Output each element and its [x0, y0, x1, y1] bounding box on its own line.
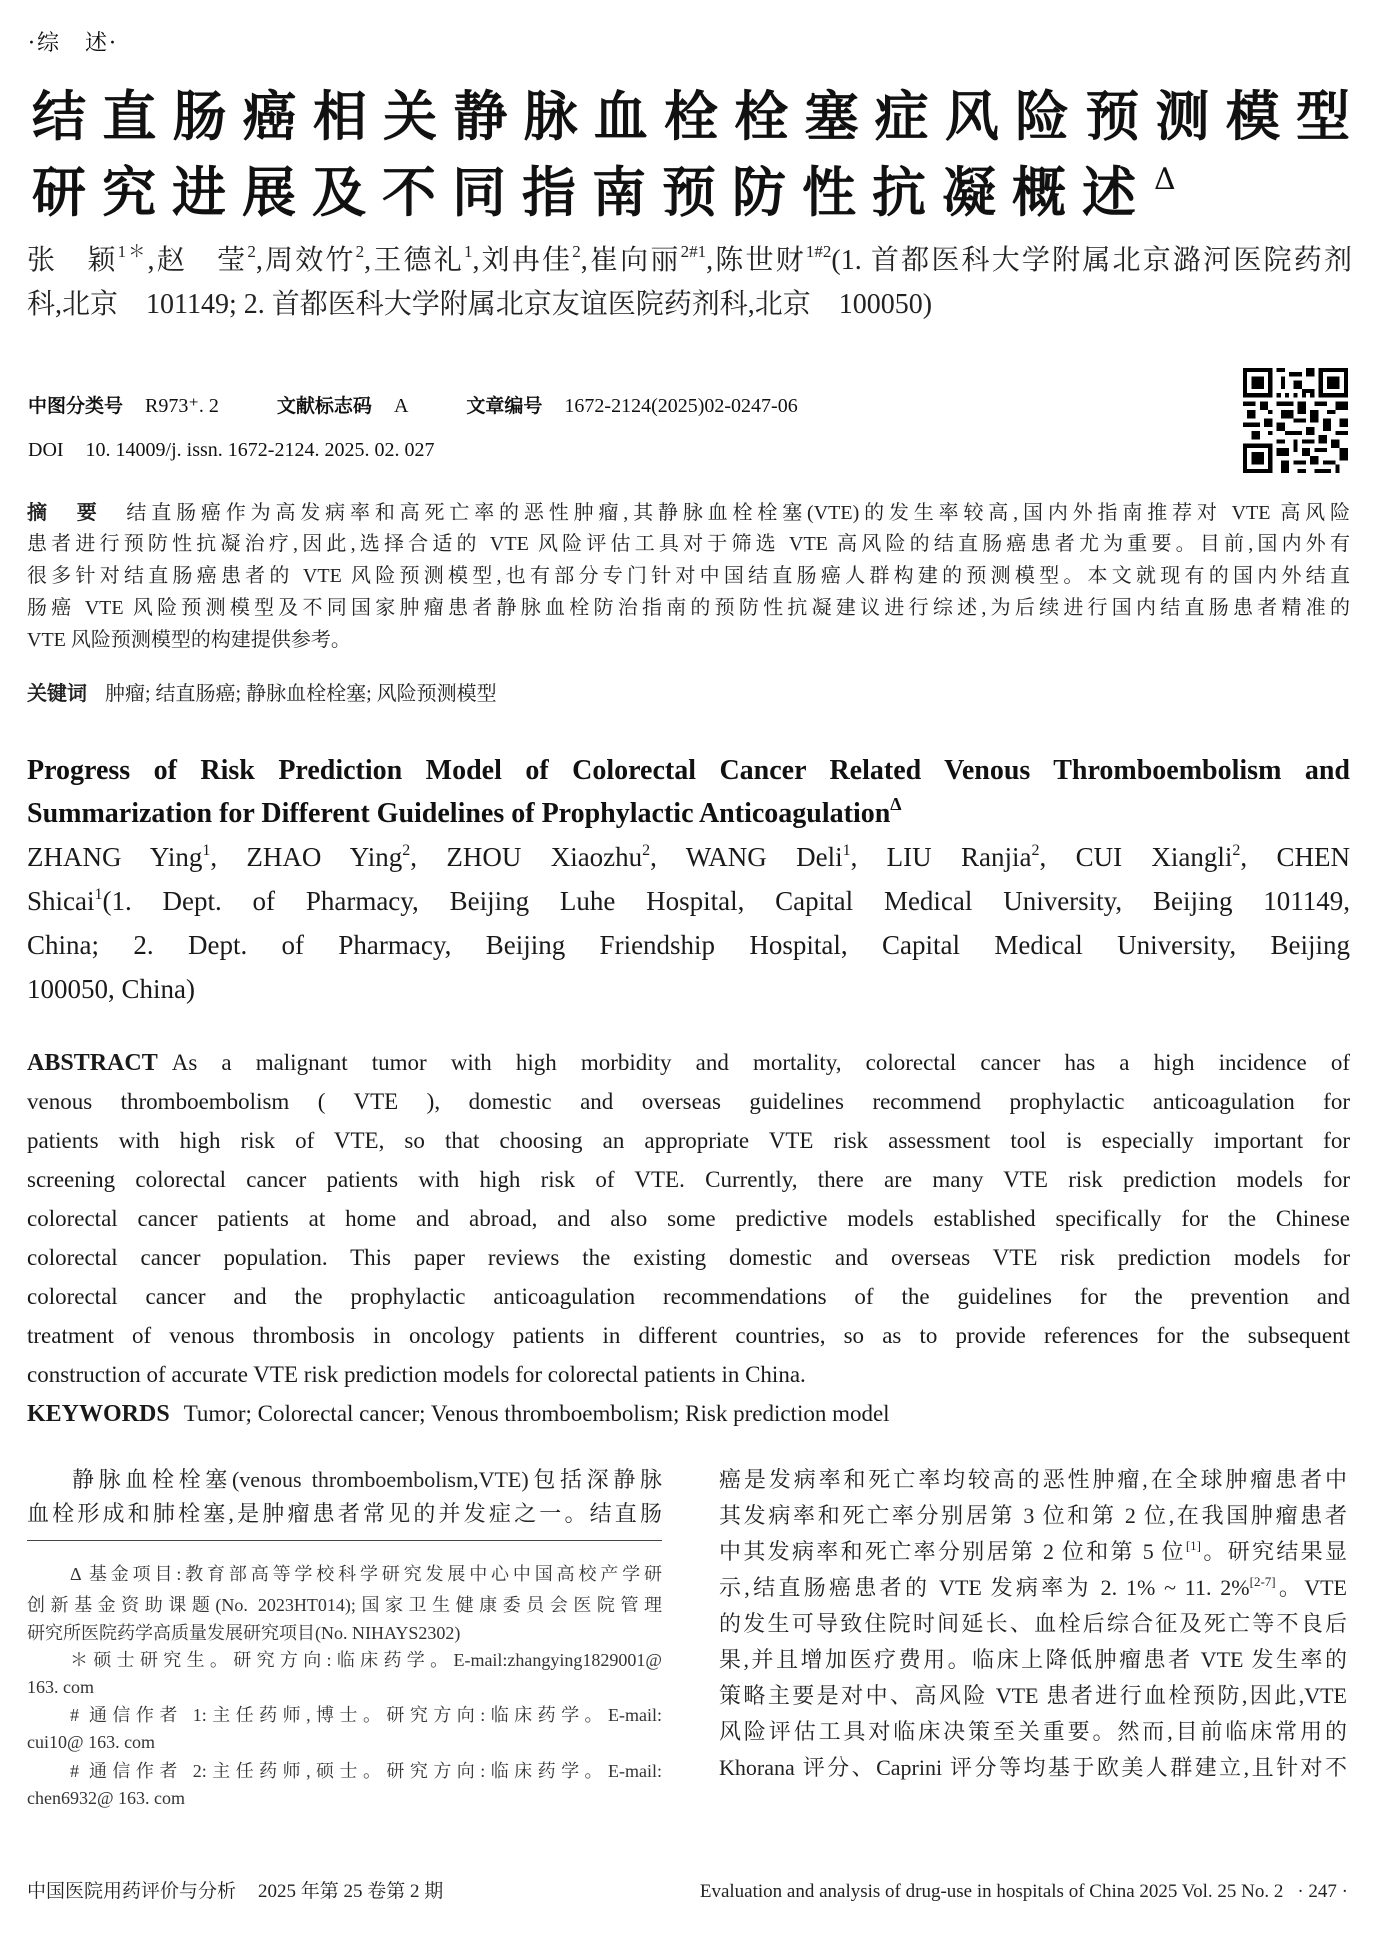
author-affiliation-mark: 1: [94, 886, 103, 903]
title-en-line-2: [27, 794, 902, 833]
title-cn-line-2: [32, 162, 1176, 224]
author-affiliation-mark: 1＊: [117, 244, 148, 261]
authors-cn-line-2: 科,北京 101149; 2. 首都医科大学附属北京友谊医院药剂科,北京 100050): [27, 289, 933, 320]
clc-value: R973⁺. 2: [145, 395, 219, 417]
keywords-en-label: KEYWORDS: [27, 1401, 170, 1427]
body-text: 中其发病率和死亡率分别居第 2 位和第 5 位: [719, 1539, 1186, 1564]
issue-cn: 2025 年第 25 卷第 2 期: [258, 1881, 444, 1902]
abstract-en-line: venous thromboembolism ( VTE ), domestic and overseas guidelines recommend prophylactic anticoagulation for: [27, 1089, 1350, 1114]
footnote-divider: [27, 1540, 662, 1541]
abstract-en-line: colorectal cancer population. This paper reviews the existing domestic and overseas VTE risk prediction models for: [27, 1245, 1350, 1270]
qr-code-icon[interactable]: [1243, 368, 1348, 473]
article-no-value: 1672-2124(2025)02-0247-06: [564, 395, 798, 417]
footer-journal-en: [700, 1880, 1348, 1904]
article-no-label: 文章编号: [466, 395, 543, 417]
footnote-corresponding-1: # 通信作者 1:主任药师,博士。研究方向:临床药学。E-mail:: [70, 1705, 662, 1725]
body-right-line: [719, 1538, 1347, 1568]
author-en: , ZHAO Ying: [210, 842, 403, 872]
doi-link[interactable]: 10. 14009/j. issn. 1672-2124. 2025. 02. 027: [85, 439, 435, 461]
author-en: Shicai: [27, 886, 95, 916]
abstract-cn-text: 结直肠癌作为高发病率和高死亡率的恶性肿瘤,其静脉血栓栓塞(VTE)的发生率较高,国内外指南推荐对 VTE 高风险: [121, 502, 1350, 524]
body-text: 。VTE: [1275, 1575, 1347, 1600]
author-cn: ,刘冉佳: [472, 245, 573, 276]
author-affiliation-mark: 2: [247, 244, 256, 261]
footnote-first-author: ＊硕士研究生。研究方向:临床药学。E-mail:zhangying1829001@: [70, 1650, 662, 1670]
author-cn: ,陈世财: [706, 245, 806, 276]
title-fund-mark: Δ: [1154, 162, 1176, 197]
abstract-cn-label: 摘 要: [27, 500, 102, 524]
footnote-corresponding-2-email[interactable]: chen6932@ 163. com: [27, 1788, 186, 1808]
footer-journal-cn: [27, 1880, 443, 1904]
abstract-cn-line: VTE 风险预测模型的构建提供参考。: [27, 629, 351, 651]
author-cn: ,赵 莹: [147, 245, 248, 276]
abstract-cn-line: 很多针对结直肠癌患者的 VTE 风险预测模型,也有部分专门针对中国结直肠癌人群构建的预测模型。本文就现有的国内外结直: [27, 565, 1350, 587]
keywords-en: Tumor; Colorectal cancer; Venous thromboembolism; Risk prediction model: [183, 1401, 890, 1426]
section-tag: ·综 述·: [28, 31, 118, 56]
author-affiliation-mark: 1#2: [805, 244, 832, 261]
keywords-en-row: [27, 1399, 890, 1431]
author-en: , WANG Deli: [650, 842, 843, 872]
abstract-en-line: construction of accurate VTE risk prediction models for colorectal patients in China.: [27, 1362, 806, 1387]
doc-code-value: A: [393, 395, 409, 417]
body-right-line: 其发病率和死亡率分别居第 3 位和第 2 位,在我国肿瘤患者: [719, 1503, 1347, 1528]
abstract-cn-line: [27, 499, 1350, 527]
keywords-cn-label: 关键词: [27, 681, 87, 705]
body-left-line: 血栓形成和肺栓塞,是肿瘤患者常见的并发症之一。结直肠: [27, 1501, 662, 1526]
title-cn-line-2-text: 研究进展及不同指南预防性抗凝概述: [32, 160, 1152, 224]
author-cn: ,崔向丽: [580, 245, 681, 276]
footnote-corresponding-1-email[interactable]: cui10@ 163. com: [27, 1732, 156, 1752]
authors-en-line-4: 100050, China): [27, 974, 195, 1004]
authors-en-line-2: [27, 884, 1350, 920]
body-text: 示,结直肠癌患者的 VTE 发病率为 2. 1% ~ 11. 2%: [719, 1575, 1250, 1600]
author-affiliation-mark: 1: [463, 244, 473, 261]
author-en: , ZHOU Xiaozhu: [410, 842, 643, 872]
author-cn: ,周效竹: [255, 245, 356, 276]
title-en-fund-mark: Δ: [890, 794, 902, 814]
title-cn-line-1: 结直肠癌相关静脉血栓栓塞症风险预测模型: [32, 86, 1350, 148]
author-affiliation-mark: 2: [572, 244, 581, 261]
page-number: · 247 ·: [1297, 1881, 1348, 1902]
author-en: , CUI Xiangli: [1039, 842, 1233, 872]
body-right-line: 策略主要是对中、高风险 VTE 患者进行血栓预防,因此,VTE: [719, 1683, 1347, 1708]
citation-ref[interactable]: [1]: [1185, 1538, 1202, 1553]
journal-name-en: Evaluation and analysis of drug-use in hospitals of China 2025 Vol. 25 No. 2: [699, 1881, 1284, 1902]
footnote-fund-line: 研究所医院药学高质量发展研究项目(No. NIHAYS2302): [27, 1623, 461, 1643]
author-affiliation-mark: 2: [642, 842, 651, 859]
footnote-fund-line: Δ 基金项目:教育部高等学校科学研究发展中心中国高校产学研: [70, 1564, 662, 1584]
body-text: 。研究结果显: [1201, 1539, 1347, 1564]
abstract-cn-line: 患者进行预防性抗凝治疗,因此,选择合适的 VTE 风险评估工具对于筛选 VTE 高风险的结直肠癌患者尤为重要。目前,国内外有: [27, 533, 1350, 555]
abstract-en-line: screening colorectal cancer patients with high risk of VTE. Currently, there are many VTE risk prediction models for: [27, 1167, 1350, 1192]
author-en: , CHEN: [1240, 842, 1350, 872]
author-affiliation-mark: 2#1: [680, 244, 707, 261]
abstract-en-line: patients with high risk of VTE, so that choosing an appropriate VTE risk assessment tool is especially important for: [27, 1128, 1350, 1153]
author-cn: 张 颖: [27, 245, 118, 276]
body-right-line: 果,并且增加医疗费用。临床上降低肿瘤患者 VTE 发生率的: [719, 1647, 1347, 1672]
doc-code-label: 文献标志码: [276, 395, 372, 417]
body-right-line: 的发生可导致住院时间延长、血栓后综合征及死亡等不良后: [719, 1611, 1347, 1636]
abstract-en-line: colorectal cancer patients at home and abroad, and also some predictive models established specifically for the Chinese: [27, 1206, 1350, 1231]
author-en: ZHANG Ying: [27, 842, 203, 872]
authors-en-line-1: [27, 840, 1350, 876]
body-right-line: 癌是发病率和死亡率均较高的恶性肿瘤,在全球肿瘤患者中: [719, 1467, 1347, 1492]
journal-name-cn: 中国医院用药评价与分析: [27, 1881, 237, 1902]
authors-en-line-3: China; 2. Dept. of Pharmacy, Beijing Friendship Hospital, Capital Medical University, Beijing: [27, 930, 1350, 960]
author-affiliation-mark: 2: [402, 842, 411, 859]
keywords-cn-row: [27, 680, 497, 708]
author-cn: ,王德礼: [364, 245, 464, 276]
title-en-line-1: Progress of Risk Prediction Model of Colorectal Cancer Related Venous Thromboembolism and: [27, 755, 1350, 786]
doi-label: DOI: [28, 439, 64, 461]
affiliation-cn: (1. 首都医科大学附属北京潞河医院药剂: [831, 245, 1352, 276]
footnote-first-author-email[interactable]: 163. com: [27, 1677, 94, 1697]
abstract-en-line: [27, 1048, 1350, 1080]
citation-ref[interactable]: [2-7]: [1249, 1574, 1276, 1589]
authors-cn-line-1: [27, 244, 1352, 280]
author-affiliation-mark: 2: [1232, 842, 1241, 859]
classification-row: [28, 393, 798, 419]
footnote-fund-line: 创新基金资助课题(No. 2023HT014);国家卫生健康委员会医院管理: [27, 1595, 662, 1615]
abstract-en-line: colorectal cancer and the prophylactic anticoagulation recommendations of the guidelines for the prevention and: [27, 1284, 1350, 1309]
clc-label: 中图分类号: [28, 395, 124, 417]
doi-row: [28, 437, 434, 463]
abstract-en-text: As a malignant tumor with high morbidity and mortality, colorectal cancer has a high incidence of: [171, 1050, 1350, 1075]
body-left-line: 静脉血栓栓塞(venous thromboembolism,VTE)包括深静脉: [72, 1467, 662, 1492]
body-right-line: 风险评估工具对临床决策至关重要。然而,目前临床常用的: [719, 1719, 1347, 1744]
author-affiliation-mark: 2: [355, 244, 365, 261]
body-right-line: Khorana 评分、Caprini 评分等均基于欧美人群建立,且针对不: [719, 1755, 1347, 1780]
body-right-line: [719, 1574, 1347, 1604]
abstract-en-line: treatment of venous thrombosis in oncology patients in different countries, so as to provide references for the subsequent: [27, 1323, 1350, 1348]
abstract-cn-line: 肠癌 VTE 风险预测模型及不同国家肿瘤患者静脉血栓防治指南的预防性抗凝建议进行综述,为后续进行国内结直肠患者精准的: [27, 597, 1350, 619]
author-affiliation-mark: 1: [842, 842, 851, 859]
author-affiliation-mark: 1: [202, 842, 211, 859]
author-affiliation-mark: 2: [1031, 842, 1040, 859]
abstract-en-label: ABSTRACT: [27, 1050, 158, 1076]
affiliation-en: (1. Dept. of Pharmacy, Beijing Luhe Hospital, Capital Medical University, Beijing 101149,: [102, 886, 1350, 916]
footnote-corresponding-2: # 通信作者 2:主任药师,硕士。研究方向:临床药学。E-mail:: [70, 1761, 662, 1781]
title-en-line-2-text: Summarization for Different Guidelines of Prophylactic Anticoagulation: [27, 798, 891, 829]
keywords-cn: 肿瘤; 结直肠癌; 静脉血栓栓塞; 风险预测模型: [105, 683, 497, 705]
author-en: , LIU Ranjia: [850, 842, 1032, 872]
